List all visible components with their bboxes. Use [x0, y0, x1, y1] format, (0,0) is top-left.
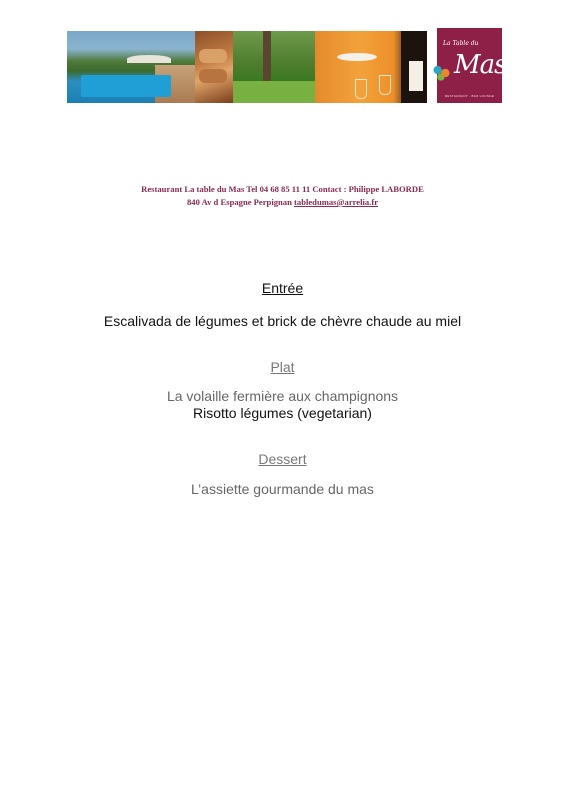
- plat-title: Plat: [270, 359, 295, 375]
- logo-brush-icon: [431, 62, 453, 82]
- entree-title: Entrée: [261, 280, 304, 296]
- address-text: 840 Av d Espagne Perpignan: [186, 197, 295, 207]
- plat-dish-2: Risotto légumes (vegetarian): [193, 405, 372, 421]
- logo-subtitle: RESTAURANT - BAR LOUNGE: [444, 94, 495, 98]
- parasol-shape: [127, 55, 171, 63]
- waiter-shirt-shape: [409, 61, 423, 91]
- logo-small-text: La Table du: [443, 40, 479, 47]
- wine-glass-shape-2: [355, 79, 367, 99]
- bread-shape: [199, 49, 227, 63]
- dessert-dish: L’assiette gourmande du mas: [191, 481, 374, 497]
- bread-photo: [195, 31, 233, 103]
- plat-dish-1: La volaille fermière aux champignons: [166, 388, 399, 404]
- contact-line-1: Restaurant La table du Mas Tel 04 68 85 11 11 Contact : Philippe LABORDE: [141, 184, 424, 194]
- dining-photo: [315, 31, 427, 103]
- restaurant-logo: [437, 28, 507, 103]
- dessert-title: Dessert: [258, 451, 307, 467]
- wine-glass-shape: [379, 75, 391, 95]
- garden-photo: [233, 31, 315, 103]
- pool-photo: [67, 31, 195, 103]
- logo-name: Mas: [454, 50, 507, 80]
- plate-shape: [337, 53, 377, 61]
- header-photo-banner: [67, 31, 427, 103]
- email-link[interactable]: tabledumas@arrelia.fr: [294, 197, 379, 207]
- pool-shape: [81, 75, 171, 97]
- entree-dish: Escalivada de légumes et brick de chèvre chaude au miel: [103, 313, 462, 329]
- contact-line-2: [0, 197, 565, 207]
- lawn-shape: [233, 81, 315, 103]
